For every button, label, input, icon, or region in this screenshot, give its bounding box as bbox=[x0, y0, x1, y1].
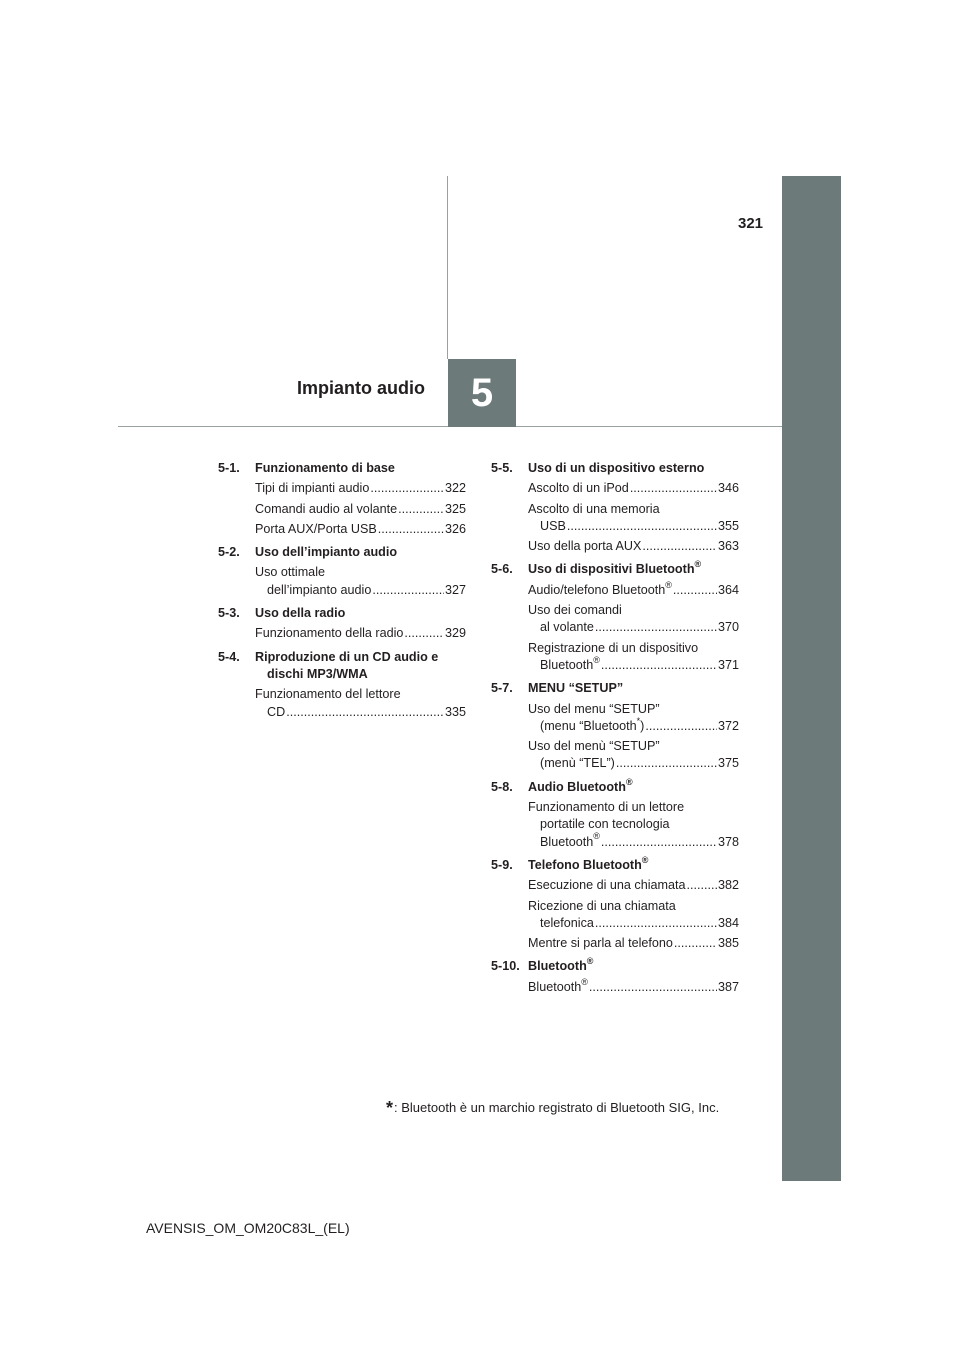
entry-page-number: 346 bbox=[717, 481, 739, 496]
section-title-cont: dischi MP3/WMA bbox=[267, 666, 368, 681]
entry-text bbox=[267, 582, 371, 599]
entry-text bbox=[255, 521, 377, 538]
toc-section bbox=[491, 561, 739, 674]
dot-leader bbox=[674, 935, 717, 952]
registered-mark: ® bbox=[625, 776, 633, 787]
toc-entry[interactable] bbox=[528, 799, 739, 851]
entry-leader-line bbox=[255, 521, 466, 538]
section-title-text: Uso di un dispositivo esterno bbox=[528, 461, 705, 475]
entry-superscript: ® bbox=[593, 654, 600, 665]
section-title bbox=[255, 649, 438, 684]
section-number: 5-8. bbox=[491, 779, 513, 794]
entry-text-line: Uso dei comandi bbox=[528, 603, 622, 618]
header-vertical-rule bbox=[447, 176, 448, 359]
entry-page-number: 371 bbox=[717, 657, 739, 672]
section-heading[interactable] bbox=[491, 958, 739, 975]
section-title bbox=[528, 460, 704, 477]
entry-text bbox=[540, 755, 615, 772]
entry-superscript: ® bbox=[665, 579, 672, 590]
entry-text-line: Registrazione di un dispositivo bbox=[528, 640, 699, 655]
toc-entry[interactable] bbox=[255, 521, 466, 538]
toc-entry[interactable] bbox=[528, 701, 739, 736]
entry-text bbox=[267, 704, 285, 721]
entry-superscript: ® bbox=[581, 976, 588, 987]
toc-entry[interactable] bbox=[528, 935, 739, 952]
entry-text-main: Comandi audio al volante bbox=[255, 501, 398, 516]
section-title-text: Funzionamento di base bbox=[255, 461, 395, 475]
toc-entry[interactable] bbox=[255, 686, 466, 721]
section-number: 5-4. bbox=[218, 649, 240, 664]
section-title bbox=[255, 544, 397, 561]
section-title-text: Bluetooth bbox=[528, 959, 587, 974]
entry-leader-line bbox=[528, 654, 739, 674]
entry-text-main: Bluetooth bbox=[528, 979, 582, 994]
toc-entry[interactable] bbox=[255, 480, 466, 497]
toc-entry[interactable] bbox=[255, 501, 466, 518]
entry-text-main: al volante bbox=[540, 620, 594, 635]
section-entries bbox=[218, 625, 466, 642]
registered-mark: ® bbox=[586, 956, 594, 967]
section-number: 5-6. bbox=[491, 562, 513, 577]
section-title bbox=[528, 561, 701, 578]
toc-left-column bbox=[218, 460, 466, 727]
entry-page-number: 375 bbox=[717, 756, 739, 771]
entry-superscript: ® bbox=[593, 831, 600, 842]
entry-leader-line bbox=[528, 619, 739, 636]
entry-leader-line bbox=[255, 704, 466, 721]
section-title bbox=[255, 605, 345, 622]
entry-text-line: Funzionamento del lettore bbox=[255, 687, 401, 702]
section-title-text: Uso dell’impianto audio bbox=[255, 545, 398, 560]
toc-entry[interactable] bbox=[528, 898, 739, 933]
section-title bbox=[528, 854, 649, 874]
dot-leader bbox=[645, 718, 717, 735]
entry-page-number: 364 bbox=[717, 582, 739, 597]
entry-leader-line bbox=[528, 915, 739, 932]
entry-text bbox=[540, 619, 594, 636]
toc-entry[interactable] bbox=[528, 640, 739, 675]
section-number: 5-2. bbox=[218, 545, 240, 560]
section-entries bbox=[491, 480, 739, 555]
dot-leader bbox=[595, 619, 717, 636]
entry-text-main: Funzionamento della radio bbox=[255, 626, 404, 641]
section-title-text: Telefono Bluetooth bbox=[528, 857, 642, 872]
section-title bbox=[255, 460, 395, 477]
toc-section bbox=[491, 460, 739, 555]
section-entries bbox=[491, 877, 739, 952]
section-heading[interactable] bbox=[218, 605, 466, 622]
dot-leader bbox=[286, 704, 444, 721]
entry-superscript: * bbox=[636, 715, 641, 726]
dot-leader bbox=[642, 538, 717, 555]
entry-text-line: Ascolto di una memoria bbox=[528, 501, 660, 516]
toc-section bbox=[218, 649, 466, 721]
toc-section bbox=[491, 776, 739, 851]
section-number: 5-5. bbox=[491, 461, 513, 475]
entry-leader-line bbox=[528, 755, 739, 772]
toc-entry[interactable] bbox=[528, 976, 739, 996]
toc-section bbox=[218, 460, 466, 538]
entry-leader-line bbox=[528, 831, 739, 851]
section-entries bbox=[218, 564, 466, 599]
toc-section bbox=[491, 854, 739, 952]
entry-page-number: 372 bbox=[717, 718, 739, 733]
entry-text-line: Uso del menù “SETUP” bbox=[528, 739, 660, 754]
entry-text-main: Bluetooth bbox=[540, 834, 594, 849]
section-heading[interactable] bbox=[218, 649, 466, 684]
entry-page-number: 335 bbox=[444, 704, 466, 719]
entry-page-number: 382 bbox=[717, 878, 739, 893]
entry-text-main: CD bbox=[267, 704, 286, 719]
entry-text-line: portatile con tecnologia bbox=[540, 817, 670, 832]
registered-mark: ® bbox=[694, 559, 702, 570]
entry-text-main: Porta AUX/Porta USB bbox=[255, 521, 377, 536]
dot-leader bbox=[687, 877, 717, 894]
entry-page-number: 322 bbox=[444, 481, 466, 496]
entry-text-main: Uso della porta AUX bbox=[528, 539, 642, 554]
entry-text bbox=[528, 976, 588, 996]
dot-leader bbox=[378, 521, 444, 538]
chapter-side-tab bbox=[782, 176, 841, 1181]
section-entries bbox=[491, 799, 739, 851]
dot-leader bbox=[673, 582, 717, 599]
entry-page-number: 387 bbox=[717, 979, 739, 994]
entry-text bbox=[255, 480, 369, 497]
entry-leader-line bbox=[255, 480, 466, 497]
entry-text-main: Mentre si parla al telefono bbox=[528, 936, 673, 951]
footnote bbox=[386, 1098, 719, 1119]
toc-entry[interactable] bbox=[528, 579, 739, 599]
toc-entry[interactable] bbox=[528, 877, 739, 894]
section-heading[interactable] bbox=[491, 776, 739, 796]
toc-entry[interactable] bbox=[528, 602, 739, 637]
entry-text-line: Ricezione di una chiamata bbox=[528, 898, 676, 913]
entry-page-number: 325 bbox=[444, 501, 466, 516]
registered-mark: ® bbox=[641, 854, 649, 865]
section-title-text: Audio Bluetooth bbox=[528, 779, 626, 794]
entry-leader-line bbox=[255, 625, 466, 642]
entry-text bbox=[540, 831, 600, 851]
toc-entry[interactable] bbox=[528, 501, 739, 536]
entry-text bbox=[540, 715, 645, 735]
dot-leader bbox=[404, 625, 444, 642]
entry-page-number: 370 bbox=[717, 620, 739, 635]
section-heading[interactable] bbox=[491, 854, 739, 874]
page-number: 321 bbox=[738, 215, 764, 232]
entry-text bbox=[540, 518, 566, 535]
entry-text bbox=[528, 877, 686, 894]
entry-text-main: Bluetooth bbox=[540, 657, 594, 672]
entry-leader-line bbox=[528, 877, 739, 894]
entry-text-main: Audio/telefono Bluetooth bbox=[528, 582, 666, 597]
entry-page-number: 385 bbox=[717, 936, 739, 951]
entry-leader-line bbox=[528, 976, 739, 996]
dot-leader bbox=[372, 582, 444, 599]
section-heading[interactable] bbox=[491, 561, 739, 578]
entry-page-number: 363 bbox=[717, 539, 739, 554]
dot-leader bbox=[595, 915, 717, 932]
entry-text-main: Ascolto di un iPod bbox=[528, 481, 629, 496]
entry-text-line: Uso ottimale bbox=[255, 565, 325, 580]
section-entries bbox=[218, 480, 466, 538]
entry-text-main: (menu “Bluetooth bbox=[540, 718, 637, 733]
entry-page-number: 327 bbox=[444, 582, 466, 597]
chapter-number-box: 5 bbox=[448, 359, 516, 427]
entry-leader-line bbox=[528, 935, 739, 952]
dot-leader bbox=[601, 834, 717, 851]
entry-text bbox=[528, 480, 629, 497]
section-title-text: Riproduzione di un CD audio e bbox=[255, 649, 439, 664]
toc-right-column bbox=[491, 460, 739, 1002]
entry-leader-line bbox=[255, 582, 466, 599]
section-heading[interactable] bbox=[218, 544, 466, 561]
section-number: 5-1. bbox=[218, 461, 240, 475]
section-entries bbox=[491, 701, 739, 773]
dot-leader bbox=[601, 657, 717, 674]
entry-leader-line bbox=[528, 538, 739, 555]
toc-entry[interactable] bbox=[255, 625, 466, 642]
section-title bbox=[528, 680, 623, 697]
section-title bbox=[528, 958, 593, 975]
section-title bbox=[528, 776, 633, 796]
entry-text bbox=[540, 915, 594, 932]
entry-text bbox=[528, 935, 673, 952]
entry-text-main: dell’impianto audio bbox=[267, 582, 372, 597]
dot-leader bbox=[567, 518, 717, 535]
section-entries bbox=[491, 976, 739, 996]
entry-text-after: ) bbox=[640, 718, 645, 733]
entry-page-number: 326 bbox=[444, 521, 466, 536]
dot-leader bbox=[589, 979, 717, 996]
entry-leader-line bbox=[528, 579, 739, 599]
section-entries bbox=[491, 579, 739, 674]
footnote-text: : Bluetooth è un marchio registrato di Bluetooth SIG, Inc. bbox=[394, 1100, 720, 1115]
section-title-text: MENU “SETUP” bbox=[528, 681, 624, 696]
toc-entry[interactable] bbox=[528, 738, 739, 773]
section-number: 5-7. bbox=[491, 681, 513, 696]
toc-section bbox=[218, 605, 466, 643]
entry-page-number: 355 bbox=[717, 518, 739, 533]
section-entries bbox=[218, 686, 466, 721]
entry-page-number: 329 bbox=[444, 626, 466, 641]
entry-text-main: Esecuzione di una chiamata bbox=[528, 878, 686, 893]
entry-text-line: Uso del menu “SETUP” bbox=[528, 701, 660, 716]
toc-entry[interactable] bbox=[255, 564, 466, 599]
toc-section bbox=[491, 958, 739, 996]
entry-leader-line bbox=[528, 480, 739, 497]
dot-leader bbox=[630, 480, 717, 497]
entry-text bbox=[528, 538, 641, 555]
entry-text-main: telefonica bbox=[540, 915, 594, 930]
entry-leader-line bbox=[255, 501, 466, 518]
section-number: 5-10. bbox=[491, 959, 520, 974]
section-number: 5-9. bbox=[491, 857, 513, 872]
dot-leader bbox=[398, 501, 444, 518]
section-title-text: Uso di dispositivi Bluetooth bbox=[528, 562, 695, 577]
entry-text-main: Tipi di impianti audio bbox=[255, 481, 370, 496]
entry-text bbox=[528, 579, 672, 599]
dot-leader bbox=[616, 755, 717, 772]
entry-text bbox=[255, 625, 403, 642]
chapter-title: Impianto audio bbox=[297, 378, 425, 398]
entry-page-number: 384 bbox=[717, 915, 739, 930]
section-heading[interactable] bbox=[218, 460, 466, 477]
toc-section bbox=[491, 680, 739, 772]
entry-text-main: USB bbox=[540, 518, 566, 533]
toc-section bbox=[218, 544, 466, 599]
section-title-text: Uso della radio bbox=[255, 606, 346, 621]
entry-text-main: (menù “TEL”) bbox=[540, 756, 615, 771]
dot-leader bbox=[370, 480, 444, 497]
entry-page-number: 378 bbox=[717, 834, 739, 849]
toc-entry[interactable] bbox=[528, 538, 739, 555]
entry-leader-line bbox=[528, 518, 739, 535]
footer-doc-code: AVENSIS_OM_OM20C83L_(EL) bbox=[146, 1220, 350, 1236]
section-number: 5-3. bbox=[218, 606, 240, 621]
toc-entry[interactable] bbox=[528, 480, 739, 497]
footnote-mark: * bbox=[386, 1098, 394, 1118]
entry-text-line: Funzionamento di un lettore bbox=[528, 800, 685, 815]
entry-leader-line bbox=[528, 715, 739, 735]
entry-text bbox=[255, 501, 397, 518]
section-heading[interactable] bbox=[491, 680, 739, 697]
section-heading[interactable] bbox=[491, 460, 739, 477]
entry-text bbox=[540, 654, 600, 674]
